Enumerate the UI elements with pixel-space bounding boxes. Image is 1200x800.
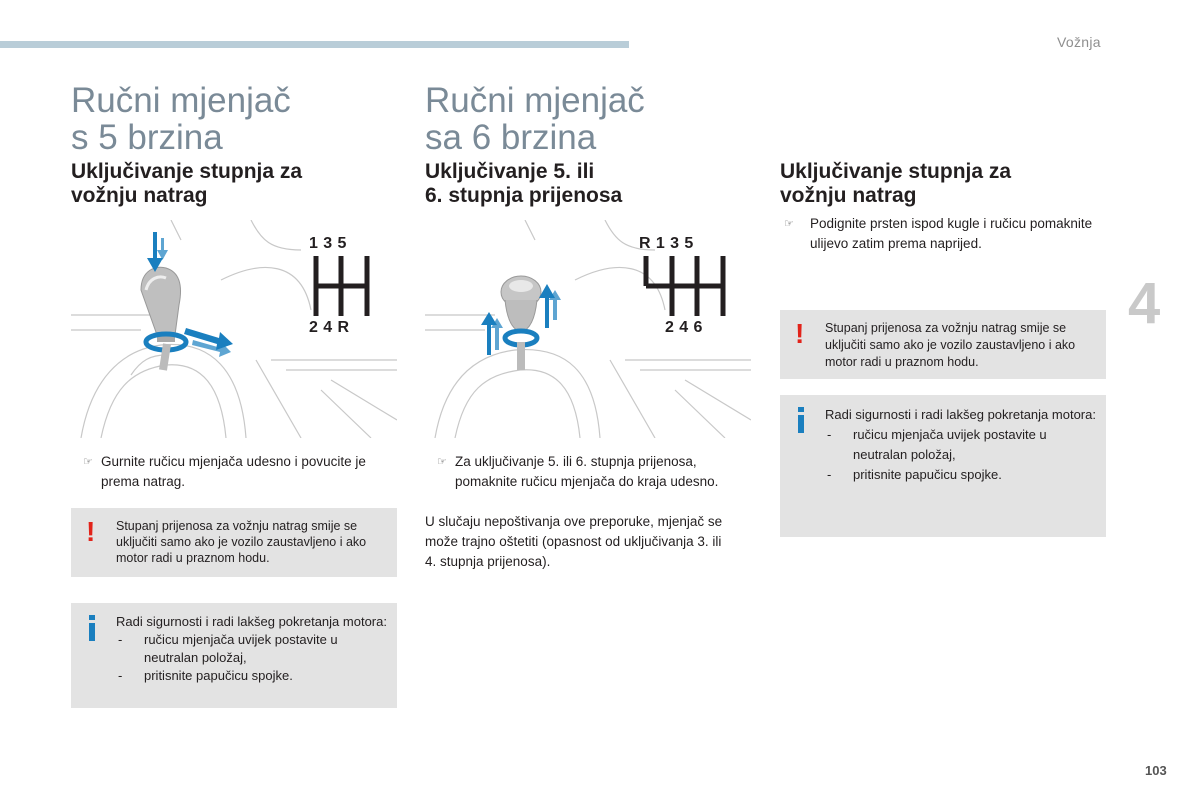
info-text: [116, 613, 387, 685]
caution-paragraph: U slučaju nepoštivanja ove preporuke, mjenjač se može trajno oštetiti (opasnost od uključivanja 3. ili 4. stupnja prijenosa).: [425, 514, 723, 569]
info-text: [825, 405, 1096, 485]
subtitle-line-1: Uključivanje stupnja za: [71, 160, 303, 183]
subtitle-reverse: [71, 160, 401, 208]
pointing-finger-icon: ☞: [437, 456, 447, 468]
subtitle-reverse: [780, 160, 1110, 208]
title-line-1: Ručni mjenjač: [425, 81, 645, 120]
subtitle-line-2: vožnju natrag: [780, 184, 917, 207]
pointing-finger-icon: ☞: [784, 218, 794, 230]
page-title-5-speed: [71, 82, 411, 156]
info-item: - pritisnite papučicu spojke.: [116, 667, 387, 685]
gearshift-illustration-6-speed: [425, 220, 751, 438]
warning-text: Stupanj prijenosa za vožnju natrag smije se uključiti samo ako je vozilo zaustavljeno i ako motor radi u praznom hodu.: [825, 321, 1076, 369]
subtitle-line-2: vožnju natrag: [71, 184, 208, 207]
subtitle-line-2: 6. stupnja prijenosa: [425, 184, 623, 207]
gearshift-illustration-5-speed: [71, 220, 397, 438]
info-intro: Radi sigurnosti i radi lakšeg pokretanja motora:: [116, 614, 387, 629]
info-box: [71, 603, 397, 708]
info-box: [780, 395, 1106, 537]
warning-box: [71, 508, 397, 577]
instruction-text: Podignite prsten ispod kugle i ručicu pomaknite ulijevo zatim prema naprijed.: [810, 216, 1093, 251]
info-item: - ručicu mjenjača uvijek postavite u neutralan položaj,: [116, 631, 387, 667]
info-item: - ručicu mjenjača uvijek postavite u neutralan položaj,: [825, 425, 1096, 465]
chapter-number: 4: [1128, 271, 1161, 336]
title-line-2: sa 6 brzina: [425, 118, 597, 157]
gate-label-bottom: 2 4 R: [309, 319, 350, 336]
gate-label-top: 1 3 5: [309, 235, 347, 252]
title-line-1: Ručni mjenjač: [71, 81, 291, 120]
info-icon: [795, 407, 807, 431]
exclamation-icon: !: [86, 516, 96, 547]
instruction-bullet: [780, 214, 1100, 254]
page-number: 103: [1145, 763, 1167, 778]
subtitle-5th-6th: [425, 160, 755, 208]
exclamation-icon: !: [795, 318, 805, 349]
pointing-finger-icon: ☞: [83, 456, 93, 468]
instruction-text: Za uključivanje 5. ili 6. stupnja prijenosa, pomaknite ručicu mjenjača do kraja udesno.: [455, 454, 719, 489]
subtitle-line-1: Uključivanje stupnja za: [780, 160, 1012, 183]
info-item: - pritisnite papučicu spojke.: [825, 465, 1096, 485]
title-line-2: s 5 brzina: [71, 118, 223, 157]
info-icon: [86, 615, 98, 639]
instruction-text: Gurnite ručicu mjenjača udesno i povucite je prema natrag.: [101, 454, 366, 489]
instruction-bullet: [425, 452, 743, 492]
info-intro: Radi sigurnosti i radi lakšeg pokretanja motora:: [825, 407, 1096, 422]
gate-label-bottom: 2 4 6: [665, 319, 703, 336]
warning-box: [780, 310, 1106, 379]
warning-text: Stupanj prijenosa za vožnju natrag smije se uključiti samo ako je vozilo zaustavljeno i ako motor radi u praznom hodu.: [116, 519, 367, 565]
subtitle-line-1: Uključivanje 5. ili: [425, 160, 595, 183]
header-rule: [0, 41, 629, 48]
instruction-bullet: [71, 452, 397, 492]
page-title-6-speed: [425, 82, 765, 156]
gate-label-top: R 1 3 5: [639, 235, 694, 252]
section-name: Vožnja: [1057, 34, 1101, 50]
